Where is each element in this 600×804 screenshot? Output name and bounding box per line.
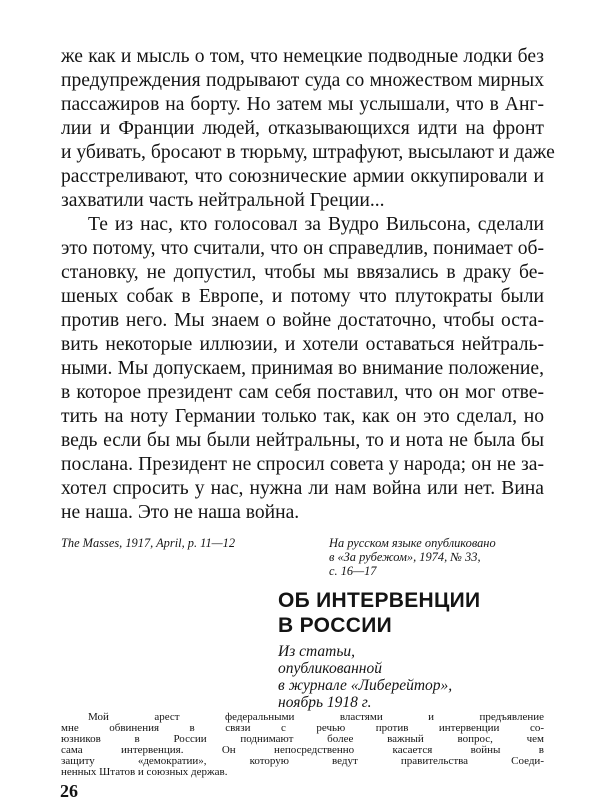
text-line: Те из нас, кто голосовал за Вудро Вильсона, сделали (88, 214, 544, 235)
publication-note-line: с. 16—17 (329, 564, 377, 578)
text-line: предупреждения подрывают суда со множеством мирных (61, 70, 544, 91)
text-line: и убивать, бросают в тюрьму, штрафуют, высылают и даже (61, 142, 555, 163)
publication-note-line: На русском языке опубликовано (329, 536, 496, 550)
page-number: 26 (60, 781, 78, 801)
text-line: захватили часть нейтральной Греции... (61, 190, 385, 211)
text-line: вить некоторые иллюзии, и хотели оставаться нейтраль- (61, 334, 544, 355)
text-line: ными. Мы допускаем, принимая во внимание положение, (61, 358, 544, 379)
text-line: это потому, что считали, что он справедлив, понимает об- (61, 238, 544, 259)
text-line: расстреливают, что союзнические армии оккупировали и (61, 166, 544, 187)
text-line: же как и мысль о том, что немецкие подводные лодки без (61, 46, 544, 67)
text-line: становку, не допустил, чтобы мы ввязались в драку бе- (61, 262, 544, 283)
text-line: не наша. Это не наша война. (61, 502, 300, 523)
text-line: юзников в России поднимают более важный вопрос, чем (61, 733, 544, 745)
subheading-line: Из статьи, (278, 643, 356, 660)
text-line: против него. Мы знаем о войне достаточно, чтобы оста- (61, 310, 544, 331)
text-line: послана. Президент не спросил совета у народа; он не за- (61, 454, 544, 475)
text-line: Мой арест федеральными властями и предъявление (88, 711, 544, 723)
subheading-line: ноябрь 1918 г. (278, 694, 372, 711)
subheading-line: опубликованной (278, 660, 382, 677)
section-heading-line: В РОССИИ (278, 614, 392, 637)
text-line: в которое президент сам себя поставил, что он мог отве- (61, 382, 544, 403)
text-line: защиту «демократии», которую ведут правительства Соеди- (61, 755, 544, 767)
text-line: шеных собак в Европе, и потому что плутократы были (61, 286, 544, 307)
text-line: сама интервенция. Он непосредственно касается войны в (61, 744, 544, 756)
text-line: лии и Франции людей, отказывающихся идти на фронт (61, 118, 544, 139)
text-line: пассажиров на борту. Но затем мы услышали, что в Анг- (61, 94, 544, 115)
source-citation: The Masses, 1917, April, p. 11—12 (61, 536, 236, 550)
subheading-line: в журнале «Либерейтор», (278, 677, 453, 694)
text-line: хотел спросить у нас, нужна ли нам война или нет. Вина (61, 478, 544, 499)
text-line: ненных Штатов и союзных держав. (61, 766, 228, 778)
section-heading-line: ОБ ИНТЕРВЕНЦИИ (278, 589, 481, 612)
text-line: мне обвинения в связи с речью против интервенции со- (61, 722, 544, 734)
publication-note-line: в «За рубежом», 1974, № 33, (329, 550, 481, 564)
text-line: тить на ноту Германии только так, как он это сделал, но (61, 406, 544, 427)
text-line: ведь если бы мы были нейтральны, то и нота не была бы (61, 430, 544, 451)
